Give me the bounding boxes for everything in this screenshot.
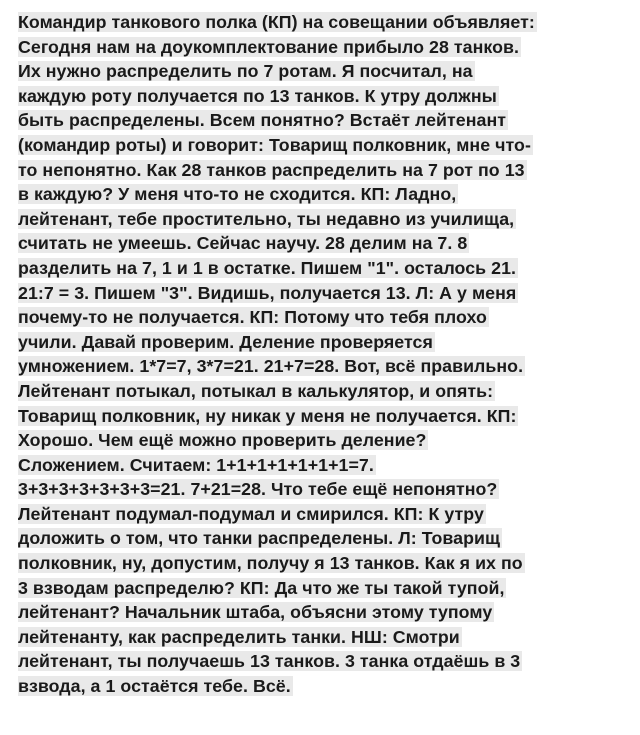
text-line: учили. Давай проверим. Деление проверяется [18,331,433,352]
text-line: лейтенант, ты получаешь 13 танков. 3 танка отдаёшь в 3 [18,651,521,672]
text-line: быть распределены. Всем понятно? Встаёт лейтенант [18,110,506,131]
text-line: Лейтенант потыкал, потыкал в калькулятор, и опять: [18,380,494,401]
text-line: доложить о том, что танки распределены. Л: Товарищ [18,528,501,549]
text-line: Хорошо. Чем ещё можно проверить деление? [18,430,427,451]
joke-text [18,10,628,699]
text-line: 21:7 = 3. Пишем "3". Видишь, получается 13. Л: А у меня [18,282,517,303]
text-line: Лейтенант подумал-подумал и смирился. КП: К утру [18,503,484,524]
text-line: (командир роты) и говорит: Товарищ полковник, мне что- [18,134,531,155]
text-line: лейтенанту, как распределить танки. НШ: Смотри [18,626,460,647]
text-line: Сложением. Считаем: 1+1+1+1+1+1+1=7. [18,454,374,475]
text-line: почему-то не получается. КП: Потому что тебя плохо [18,307,487,328]
text-line: Их нужно распределить по 7 ротам. Я посчитал, на [18,61,473,82]
text-line: Товарищ полковник, ну никак у меня не получается. КП: [18,405,517,426]
text-line: взвода, а 1 остаётся тебе. Всё. [18,676,291,697]
text-line: считать не умеешь. Сейчас научу. 28 делим на 7. 8 [18,233,468,254]
text-line: лейтенант, тебе простительно, ты недавно из училища, [18,208,515,229]
text-line: разделить на 7, 1 и 1 в остатке. Пишем "1". осталось 21. [18,257,517,278]
text-line: каждую роту получается по 13 танков. К утру должны [18,85,497,106]
text-line: то непонятно. Как 28 танков распределить на 7 рот по 13 [18,159,525,180]
text-line: лейтенант? Начальник штаба, объясни этому тупому [18,602,493,623]
text-line: умножением. 1*7=7, 3*7=21. 21+7=28. Вот, всё правильно. [18,356,524,377]
text-line: Сегодня нам на доукомплектование прибыло 28 танков. [18,36,519,57]
text-line: в каждую? У меня что-то не сходится. КП: Ладно, [18,184,457,205]
text-line: 3+3+3+3+3+3+3=21. 7+21=28. Что тебе ещё непонятно? [18,479,498,500]
text-line: 3 взводам распределю? КП: Да что же ты такой тупой, [18,577,505,598]
text-line: Командир танкового полка (КП) на совещании объявляет: [18,12,535,32]
text-line: полковник, ну, допустим, получу я 13 танков. Как я их по [18,553,523,574]
